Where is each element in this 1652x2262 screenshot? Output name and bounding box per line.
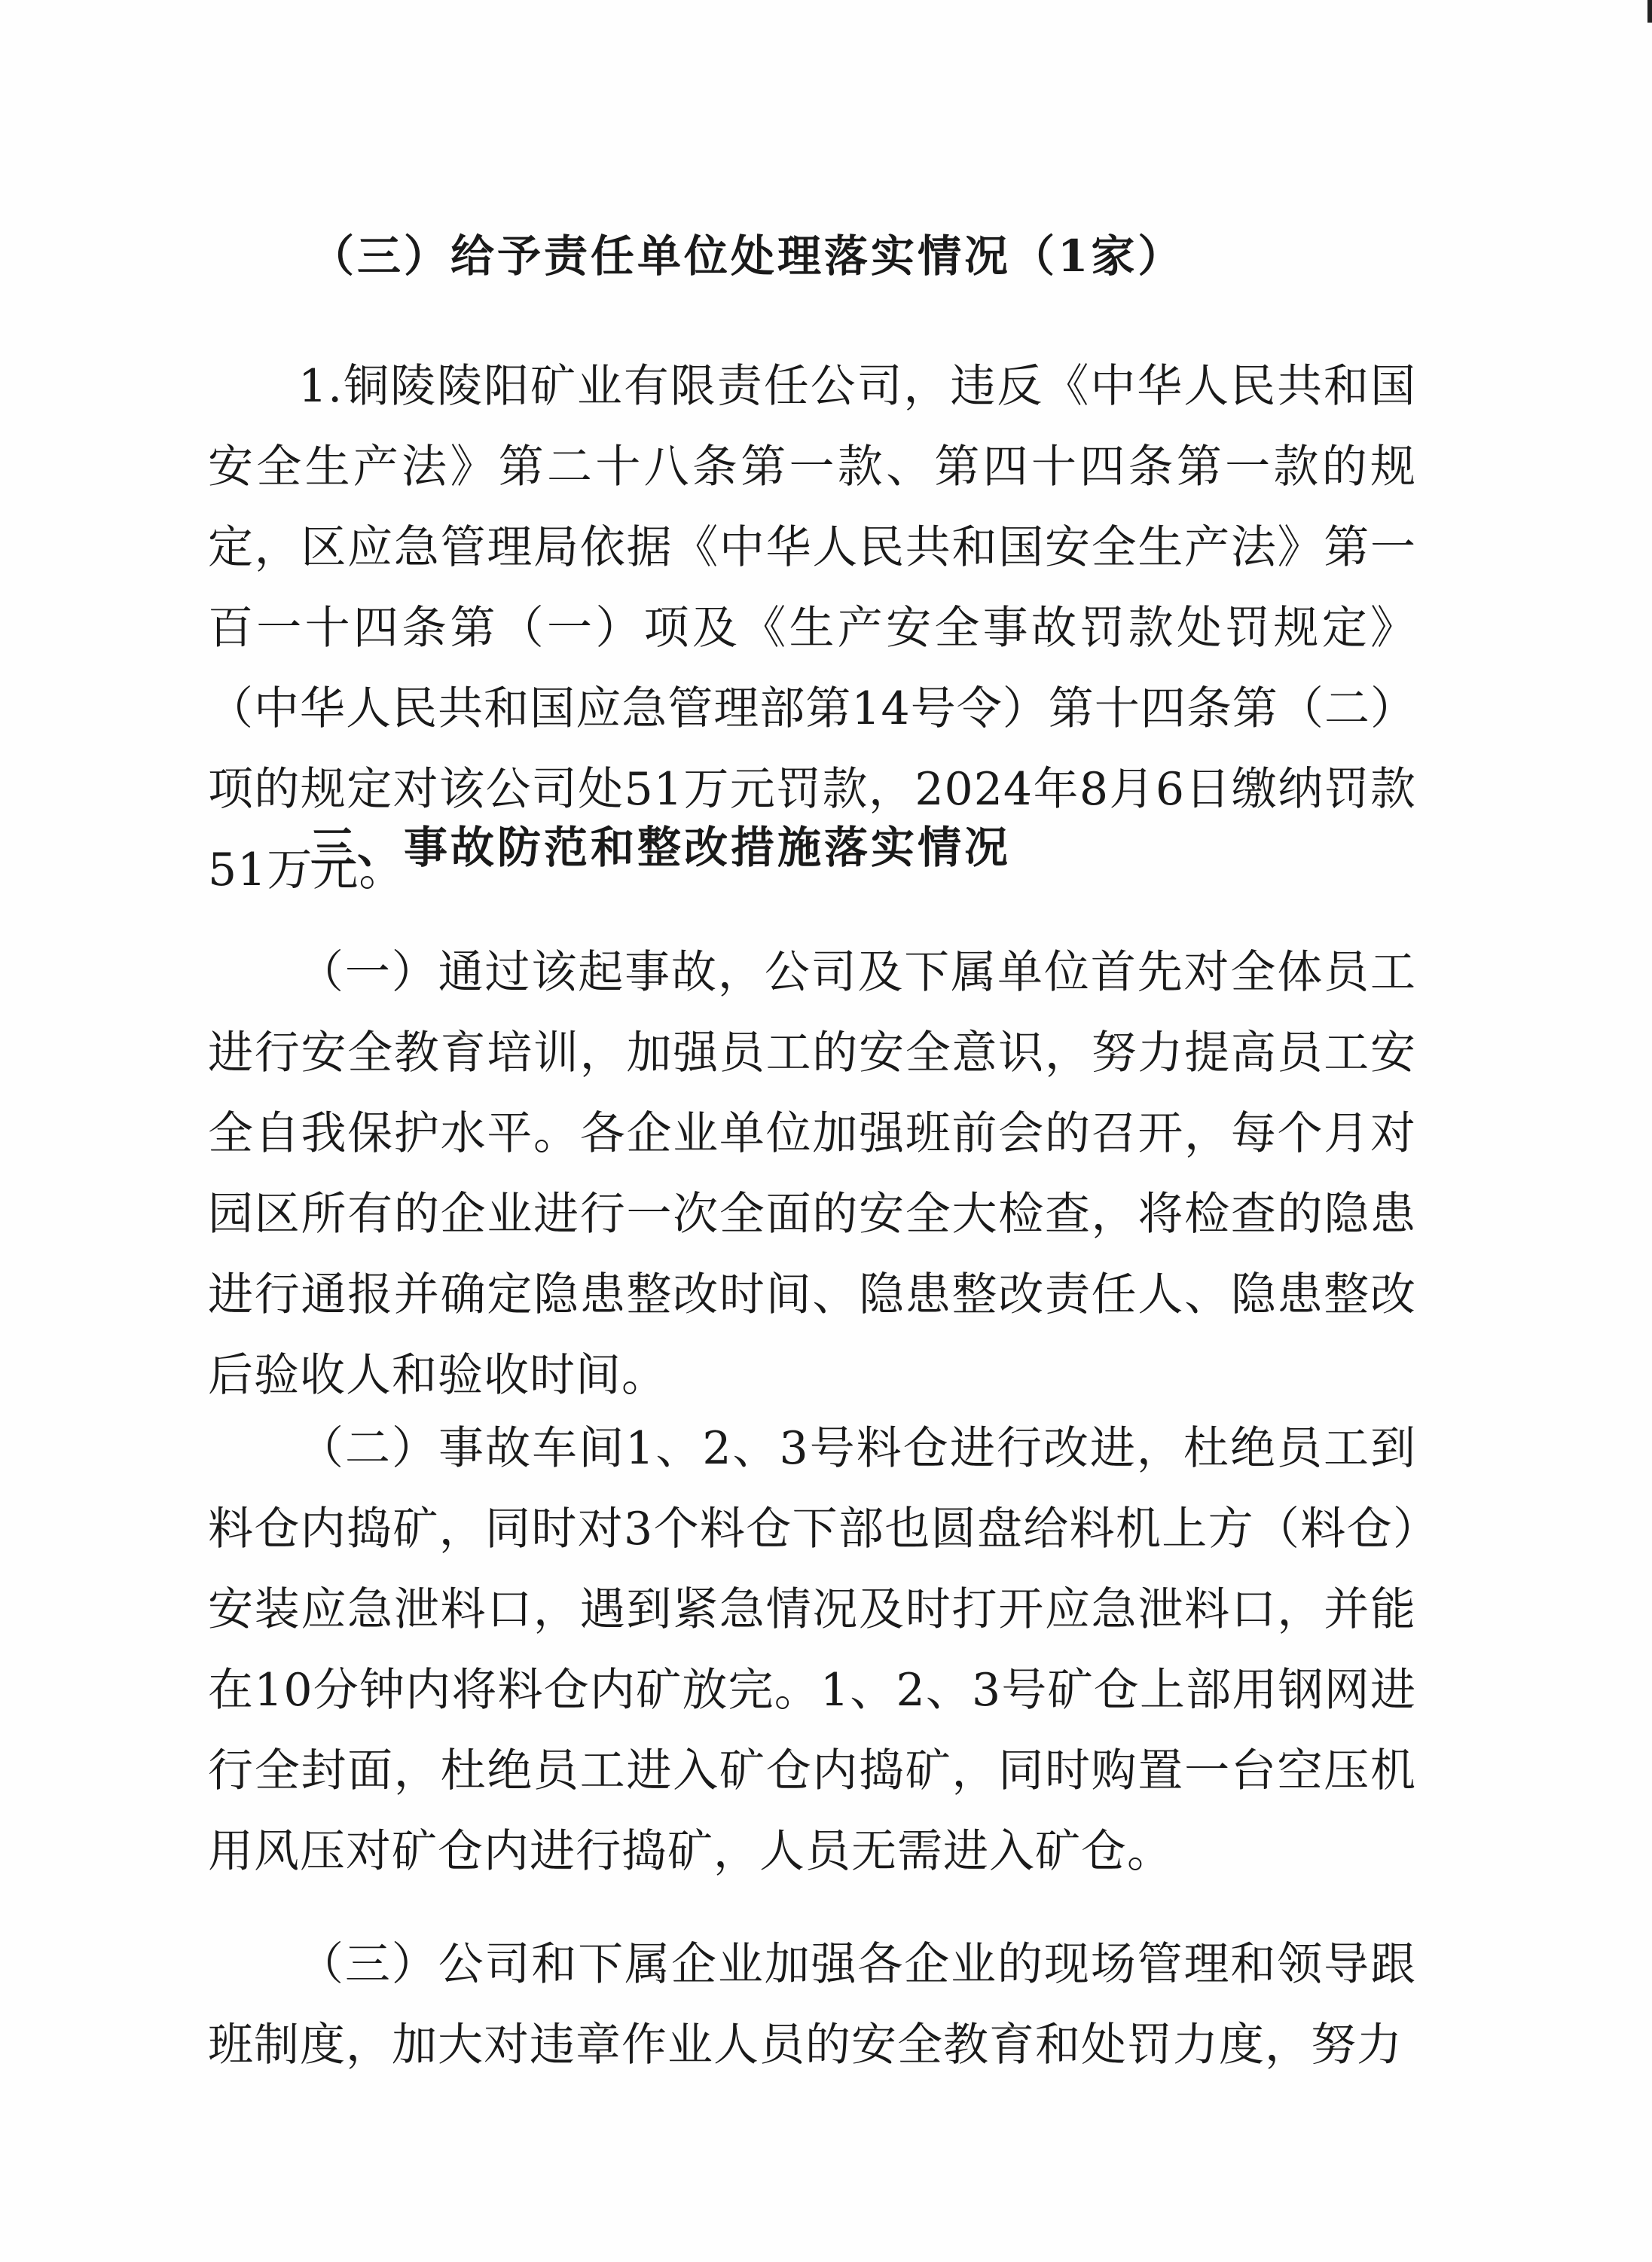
scan-edge-mark xyxy=(1647,0,1652,23)
section-title-prevention-measures: 三、事故防范和整改措施落实情况 xyxy=(310,822,1012,873)
paragraph-item-1: 1.铜陵陵阳矿业有限责任公司，违反《中华人民共和国安全生产法》第二十八条第一款、第四十四条第一款的规定，区应急管理局依据《中华人民共和国安全生产法》第一百一十四条第（一）项及《生产安全事故罚款处罚规定》（中华人民共和国应急管理部第14号令）第十四条第（二）项的规定对该公司处51万元罚款，2024年8月6日缴纳罚款51万元。 xyxy=(208,360,1416,896)
paragraph-measure-2: （二）事故车间1、2、3号料仓进行改进，杜绝员工到料仓内捣矿，同时对3个料仓下部也圆盘给料机上方（料仓）安装应急泄料口，遇到紧急情况及时打开应急泄料口，并能在10分钟内将料仓内矿放完。1、2、3号矿仓上部用钢网进行全封面，杜绝员工进入矿仓内捣矿，同时购置一台空压机用风压对矿仓内进行捣矿，人员无需进入矿仓。 xyxy=(208,1422,1416,1878)
subheading-responsible-unit: （三）给予责任单位处理落实情况（1家） xyxy=(310,230,1185,282)
paragraph-measure-1: （一）通过该起事故，公司及下属单位首先对全体员工进行安全教育培训，加强员工的安全意识，努力提高员工安全自我保护水平。各企业单位加强班前会的召开，每个月对园区所有的企业进行一次全面的安全大检查，将检查的隐患进行通报并确定隐患整改时间、隐患整改责任人、隐患整改后验收人和验收时间。 xyxy=(208,946,1416,1402)
paragraph-measure-3: （三）公司和下属企业加强各企业的现场管理和领导跟班制度，加大对违章作业人员的安全教育和处罚力度，努力 xyxy=(208,1938,1416,2071)
